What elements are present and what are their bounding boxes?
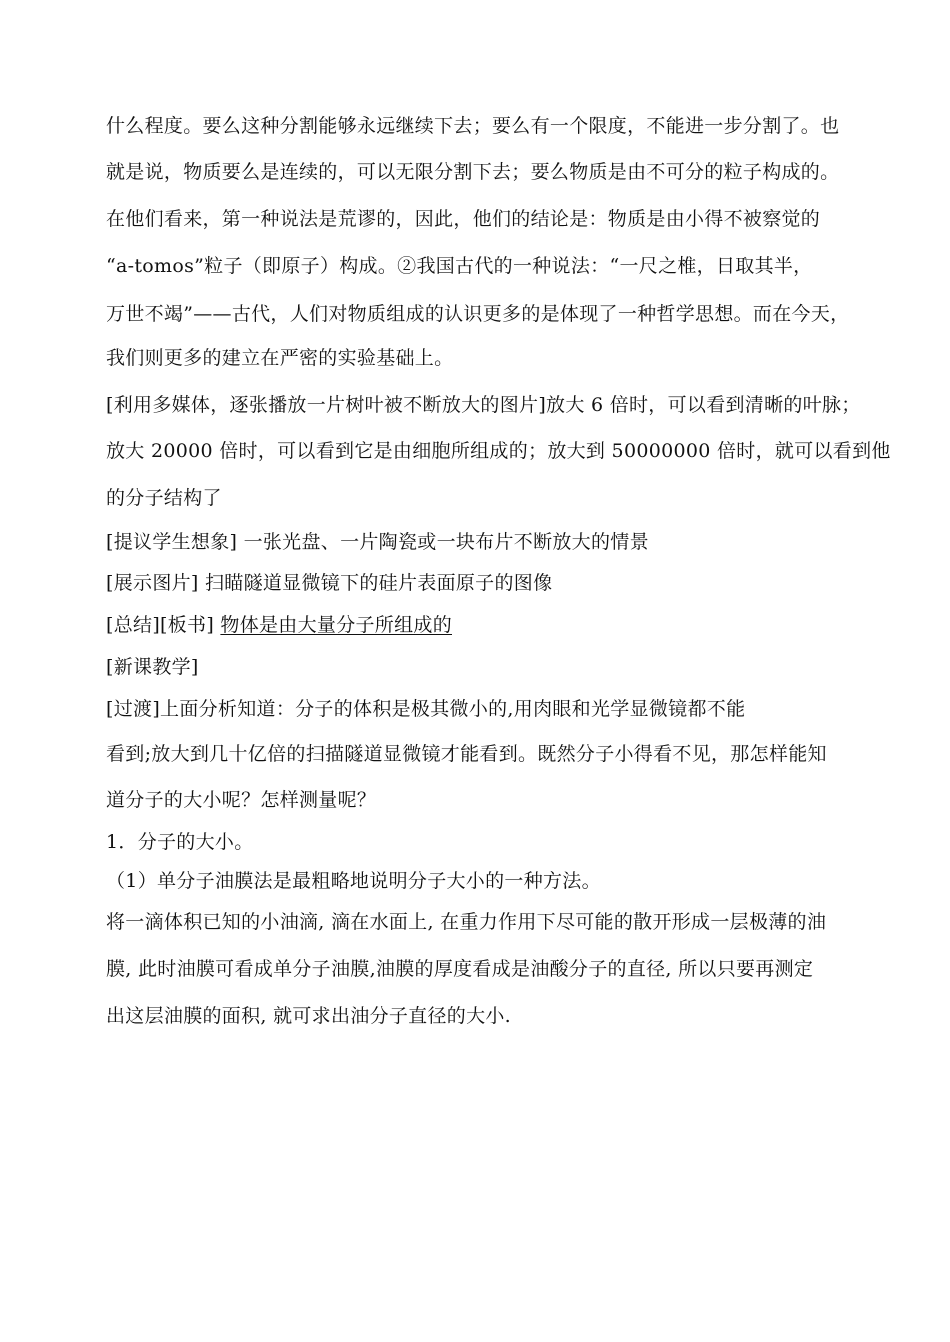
oil-film-line-2: 膜, 此时油膜可看成单分子油膜,油膜的厚度看成是油酸分子的直径, 所以只要再测定 [106,958,814,980]
summary-line [106,613,452,637]
intro-line-4: “a-tomos”粒子（即原子）构成。②我国古代的一种说法：“一尺之椎，日取其半， [106,255,813,277]
intro-line-1: 什么程度。要么这种分割能够永远继续下去；要么有一个限度，不能进一步分割了。也 [106,115,840,137]
intro-line-6: 我们则更多的建立在严密的实验基础上。 [106,347,454,369]
multimedia-line-2: 放大 20000 倍时，可以看到它是由细胞所组成的；放大到 50000000 倍时，就可以看到他 [106,440,891,462]
intro-line-3: 在他们看来，第一种说法是荒谬的，因此，他们的结论是：物质是由小得不被察觉的 [106,208,821,230]
multimedia-line-1: [利用多媒体，逐张播放一片树叶被不断放大的图片]放大 6 倍时，可以看到清晰的叶脉； [106,394,861,416]
summary-board-text: 物体是由大量分子所组成的 [220,614,452,636]
intro-line-5: 万世不竭”——古代，人们对物质组成的认识更多的是体现了一种哲学思想。而在今天， [106,303,850,325]
subsection-heading: （1）单分子油膜法是最粗略地说明分子大小的一种方法。 [106,870,601,892]
imagine-line: [提议学生想象] 一张光盘、一片陶瓷或一块布片不断放大的情景 [106,531,649,553]
show-image-line: [展示图片] 扫瞄隧道显微镜下的硅片表面原子的图像 [106,572,553,594]
multimedia-line-3: 的分子结构了 [106,487,222,509]
oil-film-line-1: 将一滴体积已知的小油滴, 滴在水面上, 在重力作用下尽可能的散开形成一层极薄的油 [106,911,827,933]
oil-film-line-3: 出这层油膜的面积, 就可求出油分子直径的大小. [106,1005,512,1027]
intro-line-2: 就是说，物质要么是连续的，可以无限分割下去；要么物质是由不可分的粒子构成的。 [106,161,840,183]
new-lesson-heading: [新课教学] [106,656,199,678]
transition-line-2: 看到;放大到几十亿倍的扫描隧道显微镜才能看到。既然分子小得看不见，那怎样能知 [106,743,827,765]
transition-line-3: 道分子的大小呢？怎样测量呢？ [106,789,377,811]
summary-prefix: [总结][板书] [106,614,221,636]
transition-line-1: [过渡]上面分析知道：分子的体积是极其微小的,用肉眼和光学显微镜都不能 [106,698,746,720]
section-heading: 1．分子的大小。 [106,831,254,853]
